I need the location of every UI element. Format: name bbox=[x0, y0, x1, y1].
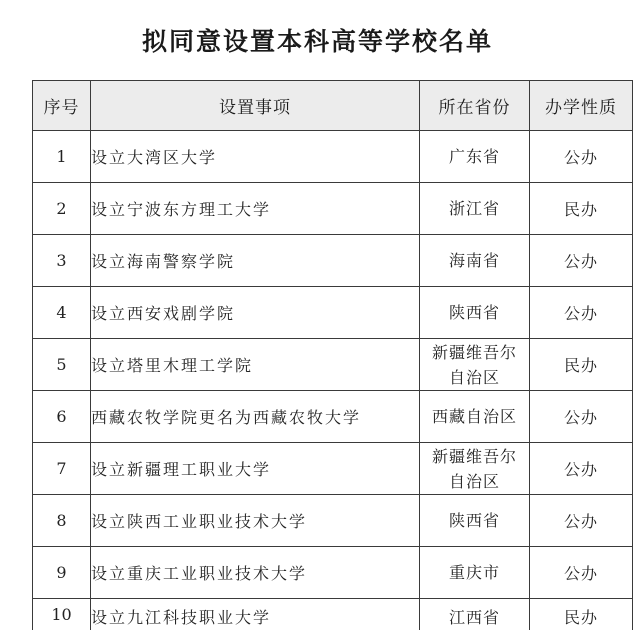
row-type: 公办 bbox=[530, 391, 633, 443]
row-number: 1 bbox=[33, 131, 91, 183]
row-province-line1: 新疆维吾尔 bbox=[431, 342, 517, 362]
table-header-row bbox=[33, 81, 633, 131]
row-province: 陕西省 bbox=[420, 495, 530, 547]
table-row bbox=[33, 183, 633, 235]
row-province-line1: 新疆维吾尔 bbox=[431, 446, 517, 466]
row-item: 设立新疆理工职业大学 bbox=[91, 443, 420, 495]
row-number: 2 bbox=[33, 183, 91, 235]
row-province-line2: 自治区 bbox=[448, 471, 500, 491]
page-title: 拟同意设置本科高等学校名单 bbox=[141, 27, 493, 56]
table-row bbox=[33, 599, 633, 630]
table-row bbox=[33, 339, 633, 391]
row-number: 5 bbox=[33, 339, 91, 391]
row-item: 设立西安戏剧学院 bbox=[91, 287, 420, 339]
row-province: 江西省 bbox=[420, 599, 530, 630]
table-row bbox=[33, 391, 633, 443]
row-type: 公办 bbox=[530, 235, 633, 287]
row-number: 4 bbox=[33, 287, 91, 339]
row-item: 设立大湾区大学 bbox=[91, 131, 420, 183]
table-row bbox=[33, 547, 633, 599]
row-type: 公办 bbox=[530, 287, 633, 339]
row-province: 浙江省 bbox=[420, 183, 530, 235]
row-type: 公办 bbox=[530, 131, 633, 183]
row-number: 6 bbox=[33, 391, 91, 443]
row-type: 公办 bbox=[530, 547, 633, 599]
row-province bbox=[420, 339, 530, 391]
header-no: 序号 bbox=[33, 81, 91, 131]
table-row bbox=[33, 235, 633, 287]
table-row bbox=[33, 495, 633, 547]
row-type: 公办 bbox=[530, 443, 633, 495]
row-province: 广东省 bbox=[420, 131, 530, 183]
table-row bbox=[33, 443, 633, 495]
row-number: 9 bbox=[33, 547, 91, 599]
row-item: 设立海南警察学院 bbox=[91, 235, 420, 287]
row-item: 设立陕西工业职业技术大学 bbox=[91, 495, 420, 547]
row-type: 民办 bbox=[530, 339, 633, 391]
row-province bbox=[420, 443, 530, 495]
row-province: 重庆市 bbox=[420, 547, 530, 599]
row-number: 8 bbox=[33, 495, 91, 547]
row-item: 设立塔里木理工学院 bbox=[91, 339, 420, 391]
row-item: 设立九江科技职业大学 bbox=[91, 599, 420, 630]
school-list-table bbox=[32, 80, 633, 630]
row-type: 民办 bbox=[530, 183, 633, 235]
row-province: 陕西省 bbox=[420, 287, 530, 339]
row-number: 10 bbox=[33, 599, 91, 630]
header-province: 所在省份 bbox=[420, 81, 530, 131]
row-number: 3 bbox=[33, 235, 91, 287]
row-type: 民办 bbox=[530, 599, 633, 630]
row-type: 公办 bbox=[530, 495, 633, 547]
row-item: 设立宁波东方理工大学 bbox=[91, 183, 420, 235]
row-number: 7 bbox=[33, 443, 91, 495]
header-item: 设置事项 bbox=[91, 81, 420, 131]
table-row bbox=[33, 287, 633, 339]
header-type: 办学性质 bbox=[530, 81, 633, 131]
row-province: 西藏自治区 bbox=[420, 391, 530, 443]
row-province: 海南省 bbox=[420, 235, 530, 287]
row-province-line2: 自治区 bbox=[448, 367, 500, 387]
row-item: 西藏农牧学院更名为西藏农牧大学 bbox=[91, 391, 420, 443]
table-row bbox=[33, 131, 633, 183]
row-item: 设立重庆工业职业技术大学 bbox=[91, 547, 420, 599]
